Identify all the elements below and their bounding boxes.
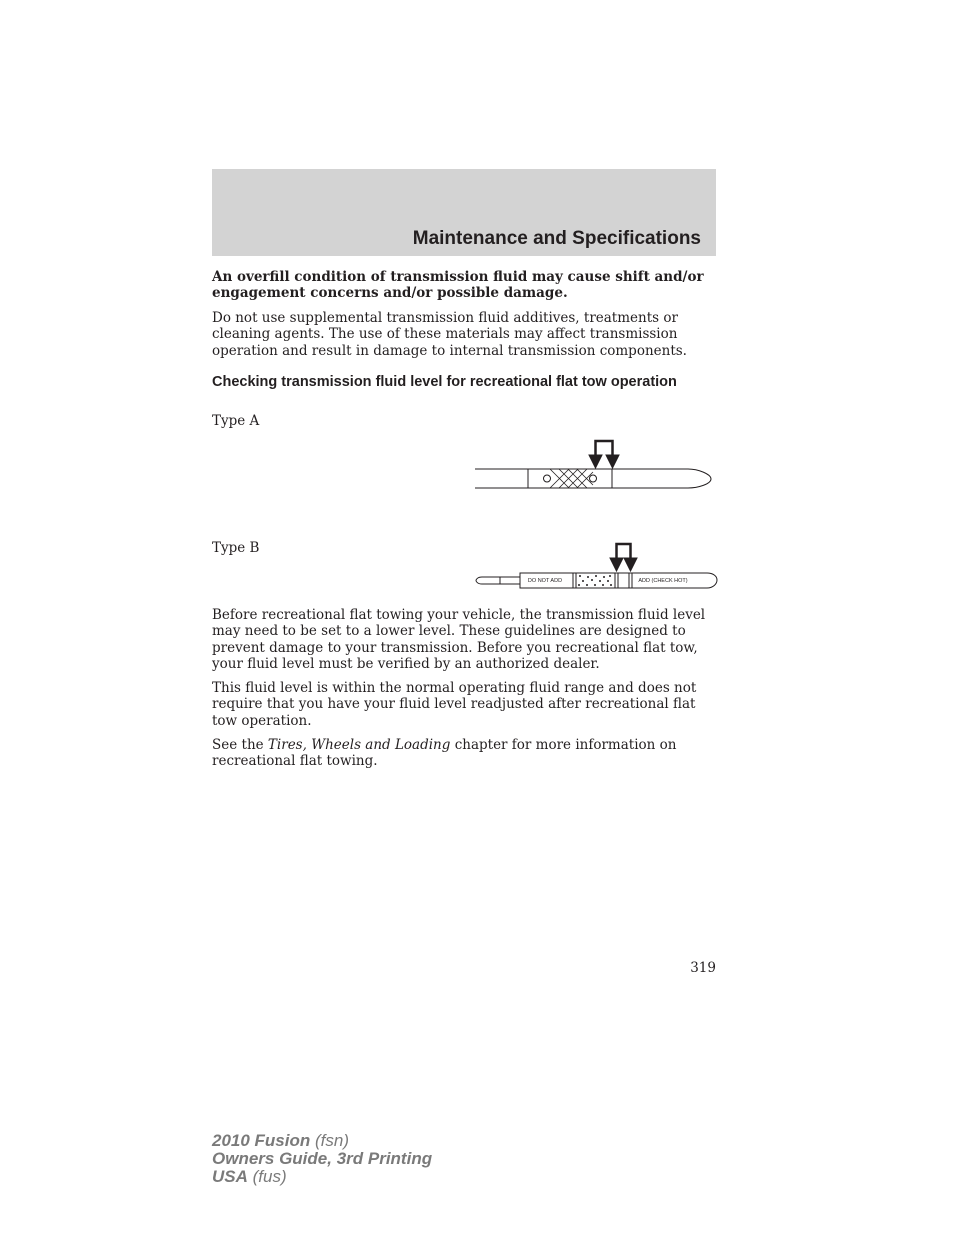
page-number: 319: [690, 960, 716, 976]
footer-market: USA: [212, 1167, 248, 1186]
footer-model-line: [212, 1132, 432, 1150]
chapter-reference: Tires, Wheels and Loading: [267, 737, 451, 753]
type-a-dipstick-illustration: [470, 436, 720, 494]
footer-market-line: [212, 1168, 432, 1186]
footer-edition-info: [212, 1132, 432, 1186]
type-a-dipstick-blade: [475, 469, 711, 488]
see-suffix: chapter for more information on recreational flat towing.: [212, 737, 677, 770]
footer-market-code: (fus): [252, 1167, 287, 1186]
see-chapter-paragraph: [212, 737, 722, 770]
type-a-label: Type A: [212, 413, 260, 429]
see-prefix: See the: [212, 737, 268, 753]
footer-model: 2010 Fusion: [212, 1131, 311, 1150]
add-check-hot-marking: ADD (CHECK HOT): [638, 578, 688, 584]
section-heading: Checking transmission fluid level for recreational flat tow operation: [212, 374, 677, 390]
type-b-dipstick-illustration: [470, 540, 720, 596]
before-towing-paragraph: Before recreational flat towing your vehicle, the transmission fluid level may need to be set to a lower level. These guidelines are designed to prevent damage to your transmission. Before you recreational flat tow, your fluid level must be verified by an authorized dealer.: [212, 607, 706, 672]
overfill-warning: An overfill condition of transmission fluid may cause shift and/or engagement concerns and/or possible damage.: [212, 269, 704, 302]
footer-guide-line: [212, 1150, 432, 1168]
footer-guide: Owners Guide, 3rd Printing: [212, 1149, 433, 1168]
section-header-band: [212, 169, 716, 256]
section-title: Maintenance and Specifications: [412, 228, 701, 249]
type-b-label: Type B: [212, 540, 260, 556]
additives-paragraph: Do not use supplemental transmission fluid additives, treatments or cleaning agents. The use of these materials may affect transmission operation and result in damage to internal transmission components.: [212, 310, 687, 359]
type-b-level-arrows: [610, 544, 637, 571]
do-not-add-marking: DO NOT ADD: [527, 578, 563, 584]
footer-model-code: (fsn): [315, 1131, 349, 1150]
type-a-level-arrows: [589, 441, 619, 468]
normal-range-paragraph: This fluid level is within the normal operating fluid range and does not require that you have your fluid level readjusted after recreational flat tow operation.: [212, 680, 697, 729]
type-b-dot-pattern: [578, 575, 612, 586]
